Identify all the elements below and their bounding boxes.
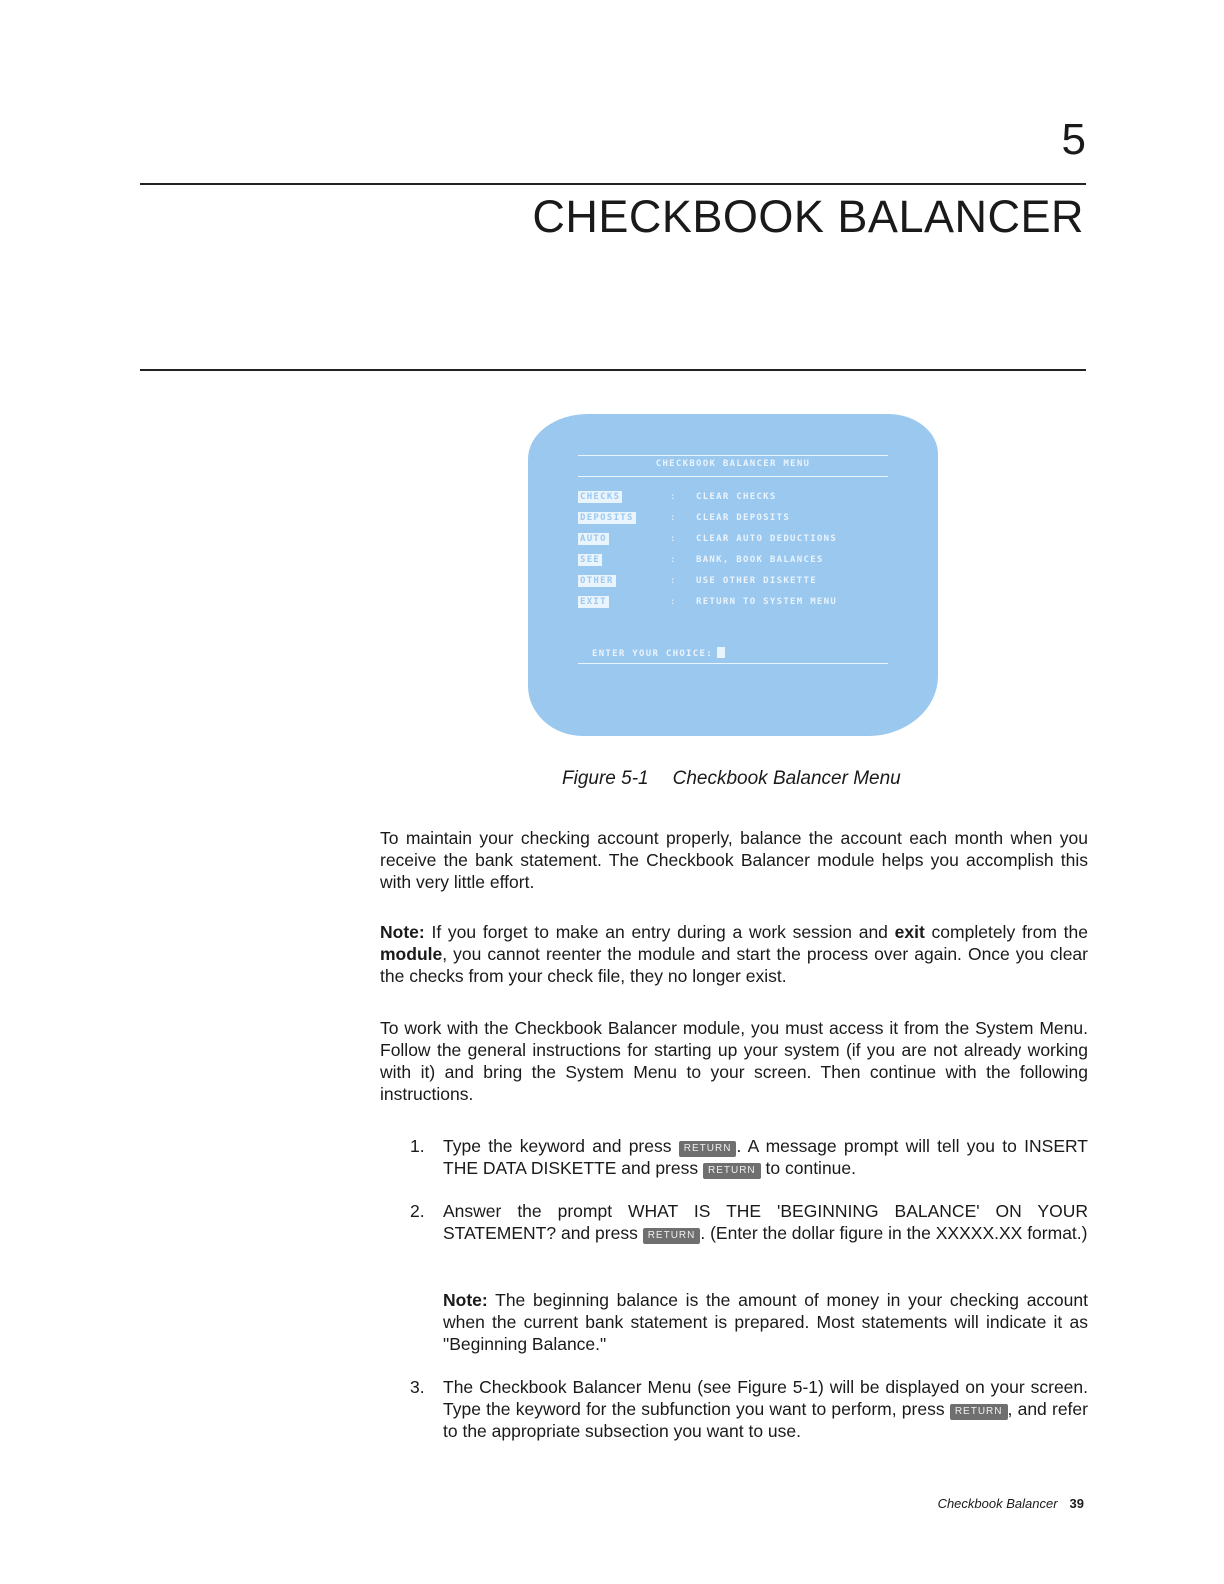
menu-keyword: CHECKS xyxy=(580,492,621,502)
cursor-block xyxy=(717,647,725,658)
menu-colon: : xyxy=(670,513,677,523)
step-text xyxy=(443,1135,1088,1179)
note-label: Note: xyxy=(443,1290,488,1310)
note-emphasis: module xyxy=(380,944,443,964)
menu-description: RETURN TO SYSTEM MENU xyxy=(696,597,838,607)
note-paragraph xyxy=(380,921,1088,987)
return-key-icon: RETURN xyxy=(643,1228,701,1244)
paragraph-access: To work with the Checkbook Balancer module, you must access it from the System Menu. Follow the general instructions for starting up your system (if you are not already working with it) and bring the System Menu to your screen. Then continue with the following instructions. xyxy=(380,1018,1088,1104)
step-text xyxy=(443,1376,1088,1442)
menu-row xyxy=(578,533,898,546)
step-text-part: Type the keyword and press xyxy=(443,1136,679,1156)
note-emphasis: exit xyxy=(894,922,925,942)
menu-description: CLEAR CHECKS xyxy=(696,492,777,502)
screen-rule xyxy=(578,476,888,477)
screen-prompt xyxy=(592,647,725,659)
menu-row xyxy=(578,491,898,504)
menu-keyword: OTHER xyxy=(580,576,614,586)
figure-number: Figure 5-1 xyxy=(562,768,649,789)
footer-title: Checkbook Balancer xyxy=(937,1496,1058,1511)
menu-description: USE OTHER DISKETTE xyxy=(696,576,817,586)
note-text: completely from the xyxy=(924,922,1089,942)
top-rule xyxy=(140,183,1086,185)
menu-row xyxy=(578,512,898,525)
return-key-icon: RETURN xyxy=(703,1163,761,1179)
prompt-text: ENTER YOUR CHOICE: xyxy=(592,649,713,659)
chapter-number: 5 xyxy=(1061,115,1086,164)
menu-keyword: AUTO xyxy=(580,534,607,544)
paragraph-intro: To maintain your checking account properly, balance the account each month when you receive the bank statement. The Checkbook Balancer module helps you accomplish this with very little effort. xyxy=(380,828,1088,892)
step-number: 3. xyxy=(410,1377,425,1397)
step-text-part: . (Enter the dollar figure in the XXXXX.XX format.) xyxy=(700,1223,1088,1243)
menu-keyword: EXIT xyxy=(580,597,607,607)
screen-title: CHECKBOOK BALANCER MENU xyxy=(655,459,811,469)
menu-colon: : xyxy=(670,534,677,544)
step-text-part: , and refer to the appropriate subsection you want to use. xyxy=(443,1399,1088,1441)
page-footer xyxy=(938,1496,1084,1511)
step-number: 1. xyxy=(410,1136,425,1156)
menu-row xyxy=(578,575,898,588)
note-label: Note: xyxy=(380,922,425,942)
menu-description: CLEAR AUTO DEDUCTIONS xyxy=(696,534,838,544)
screen-rule xyxy=(578,455,888,456)
step-text xyxy=(443,1200,1088,1244)
menu-row xyxy=(578,554,898,567)
figure-caption xyxy=(562,768,901,790)
step-number: 2. xyxy=(410,1201,425,1221)
step-text-part: to continue. xyxy=(760,1158,857,1178)
menu-description: CLEAR DEPOSITS xyxy=(696,513,791,523)
menu-keyword: DEPOSITS xyxy=(580,513,634,523)
step-text-part: . A message prompt will tell you to INSERT THE DATA DISKETTE and press xyxy=(443,1136,1088,1178)
page-number: 39 xyxy=(1069,1496,1084,1511)
note-text: If you forget to make an entry during a work session and xyxy=(424,922,895,942)
step-text-part: Answer the prompt WHAT IS THE 'BEGINNING BALANCE' ON YOUR STATEMENT? and press xyxy=(443,1201,1088,1243)
menu-colon: : xyxy=(670,576,677,586)
menu-colon: : xyxy=(670,555,677,565)
section-rule xyxy=(140,369,1086,371)
return-key-icon: RETURN xyxy=(950,1404,1008,1420)
menu-keyword: SEE xyxy=(580,555,601,565)
menu-description: BANK, BOOK BALANCES xyxy=(696,555,824,565)
note-text: The beginning balance is the amount of money in your checking account when the current bank statement is prepared. Most statements will indicate it as "Beginning Balance." xyxy=(443,1290,1088,1354)
menu-colon: : xyxy=(670,597,677,607)
note-text: , you cannot reenter the module and start the process over again. Once you clear the checks from your check file, they no longer exist. xyxy=(380,944,1088,986)
menu-row xyxy=(578,596,898,609)
step-text-part: The Checkbook Balancer Menu (see Figure 5-1) will be displayed on your screen. Type the keyword for the subfunction you want to perform, press xyxy=(443,1377,1088,1419)
screen-illustration xyxy=(528,414,938,736)
return-key-icon: RETURN xyxy=(679,1141,737,1157)
figure-title: Checkbook Balancer Menu xyxy=(672,768,901,789)
chapter-title: CHECKBOOK BALANCER xyxy=(532,191,1084,242)
note-beginning-balance xyxy=(443,1289,1088,1355)
screen-rule xyxy=(578,663,888,664)
menu-colon: : xyxy=(670,492,677,502)
